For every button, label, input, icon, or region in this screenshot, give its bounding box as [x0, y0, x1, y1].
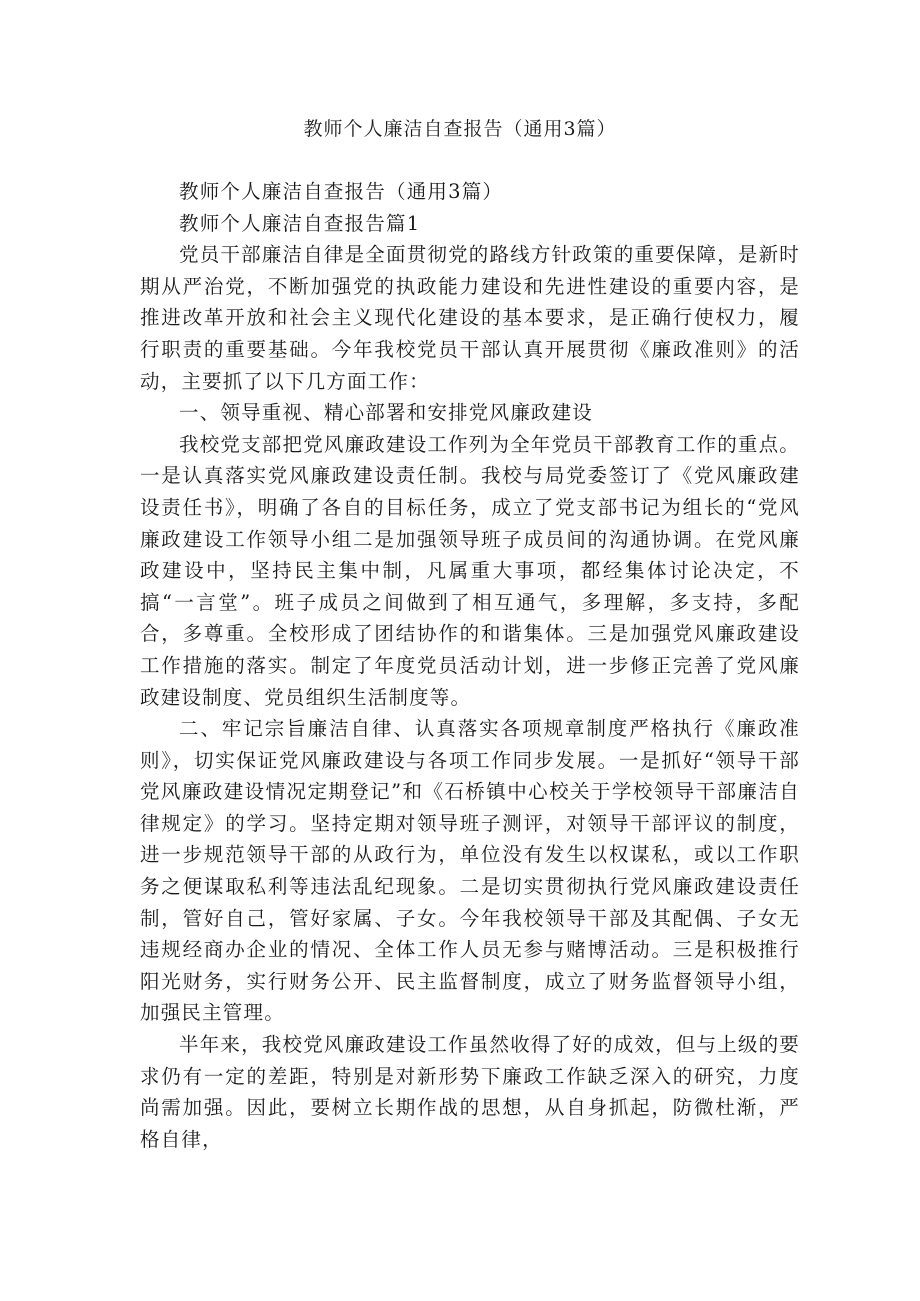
- document-body: [140, 176, 800, 1155]
- body-paragraph: 半年来，我校党风廉政建设工作虽然收得了好的成效，但与上级的要求仍有一定的差距，特别是对新形势下廉政工作缺乏深入的研究，力度尚需加强。因此，要树立长期作战的思想，从自身抓起，防微杜渐，严格自律，: [140, 1033, 801, 1151]
- body-paragraph: 我校党支部把党风廉政建设工作列为全年党员干部教育工作的重点。一是认真落实党风廉政建设责任制。我校与局党委签订了《党风廉政建设责任书》，明确了各自的目标任务，成立了党支部书记为组长的“党风廉政建设工作领导小组二是加强领导班子成员间的沟通协调。在党风廉政建设中，坚持民主集中制，凡属重大事项，都经集体讨论决定，不搞“一言堂”。班子成员之间做到了相互通气，多理解，多支持，多配合，多尊重。全校形成了团结协作的和谐集体。三是加强党风廉政建设工作措施的落实。制定了年度党员活动计划，进一步修正完善了党风廉政建设制度、党员组织生活制度等。: [140, 432, 801, 709]
- document-title: 教师个人廉洁自查报告（通用3篇）: [303, 118, 617, 140]
- subtitle-line: 教师个人廉洁自查报告（通用3篇）: [179, 180, 504, 203]
- body-paragraph: 二、牢记宗旨廉洁自律、认真落实各项规章制度严格执行《廉政准则》，切实保证党风廉政建设与各项工作同步发展。一是抓好“领导干部党风廉政建设情况定期登记”和《石桥镇中心校关于学校领导干部廉洁自律规定》的学习。坚持定期对领导班子测评，对领导干部评议的制度，进一步规范领导干部的从政行为，单位没有发生以权谋私，或以工作职务之便谋取私利等违法乱纪现象。二是切实贯彻执行党风廉政建设责任制，管好自己，管好家属、子女。今年我校领导干部及其配偶、子女无违规经商办企业的情况、全体工作人员无参与赌博活动。三是积极推行阳光财务，实行财务公开、民主监督制度，成立了财务监督领导小组，加强民主管理。: [140, 717, 800, 1025]
- body-paragraph: 党员干部廉洁自律是全面贯彻党的路线方针政策的重要保障，是新时期从严治党，不断加强党的执政能力建设和先进性建设的重要内容，是推进改革开放和社会主义现代化建设的基本要求，是正确行使权力，履行职责的重要基础。今年我校党员干部认真开展贯彻《廉政准则》的活动，主要抓了以下几方面工作：: [140, 243, 801, 393]
- section-title: 教师个人廉洁自查报告篇1: [179, 211, 421, 235]
- section-heading: 一、领导重视、精心部署和安排党风廉政建设: [179, 401, 594, 425]
